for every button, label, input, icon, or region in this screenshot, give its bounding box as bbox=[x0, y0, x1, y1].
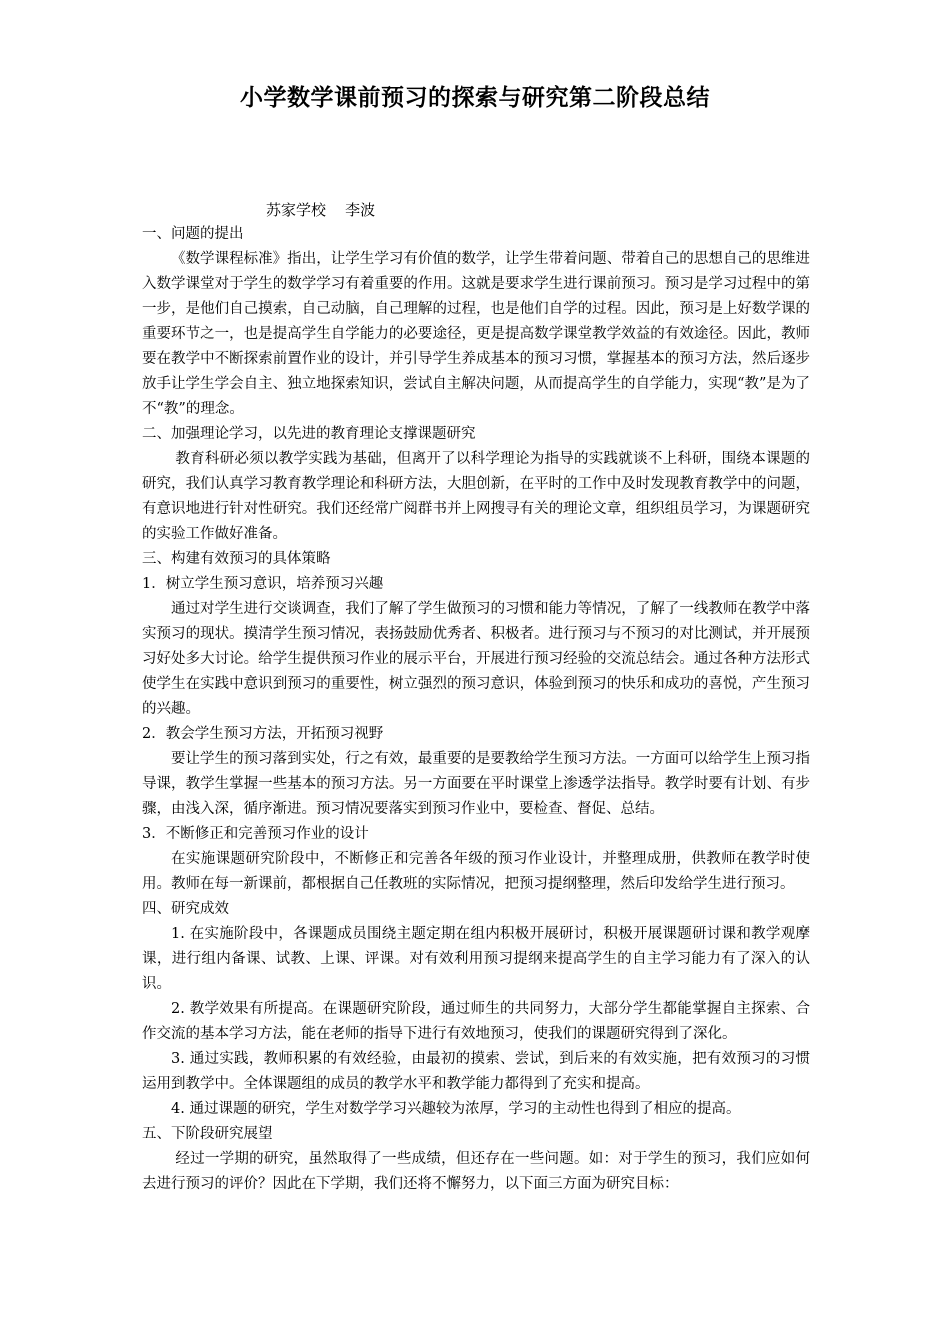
list-item: 1. 在实施阶段中，各课题成员围绕主题定期在组内积极开展研讨，积极开展课题研讨课和教学观摩课，进行组内备课、试教、上课、评课。对有效利用预习提纲来提高学生的自主学习能力有了深入的认识。 bbox=[142, 926, 810, 992]
author-line: 苏家学校 李波 bbox=[266, 201, 376, 219]
paragraph: 《数学课程标准》指出，让学生学习有价值的数学，让学生带着问题、带着自己的思想自己的思维进入数学课堂对于学生的数学学习有着重要的作用。这就是要求学生进行课前预习。预习是学习过程中的第一步，是他们自己摸索，自己动脑，自己理解的过程，也是他们自学的过程。因此，预习是上好数学课的重要环节之一，也是提高学生自学能力的必要途径，更是提高数学课堂教学效益的有效途径。因此，教师要在教学中不断探索前置作业的设计，并引导学生养成基本的预习习惯，掌握基本的预习方法，然后逐步放手让学生学会自主、独立地探索知识，尝试自主解决问题，从而提高学生的自学能力，实现“教”是为了不“教”的理念。 bbox=[142, 251, 810, 417]
section-heading: 四、研究成效 bbox=[142, 901, 229, 917]
paragraph: 在实施课题研究阶段中，不断修正和完善各年级的预习作业设计，并整理成册，供教师在教学时使用。教师在每一新课前，都根据自己任教班的实际情况，把预习提纲整理，然后印发给学生进行预习。 bbox=[142, 851, 810, 892]
paragraph: 教育科研必须以教学实践为基础，但离开了以科学理论为指导的实践就谈不上科研，围绕本课题的研究，我们认真学习教育教学理论和科研方法，大胆创新，在平时的工作中及时发现教育教学中的问题，有意识地进行针对性研究。我们还经常广阅群书并上网搜寻有关的理论文章，组织组员学习，为课题研究的实验工作做好准备。 bbox=[142, 451, 810, 542]
document-title: 小学数学课前预习的探索与研究第二阶段总结 bbox=[240, 85, 710, 111]
section-heading: 一、问题的提出 bbox=[142, 226, 244, 242]
section-heading: 二、加强理论学习，以先进的教育理论支撑课题研究 bbox=[142, 426, 476, 442]
document-body bbox=[142, 222, 810, 1197]
subsection-heading: 2．教会学生预习方法，开拓预习视野 bbox=[142, 726, 384, 742]
list-item: 4. 通过课题的研究，学生对数学学习兴趣较为浓厚，学习的主动性也得到了相应的提高。 bbox=[171, 1101, 741, 1117]
subsection-heading: 1．树立学生预习意识，培养预习兴趣 bbox=[142, 576, 384, 592]
section-heading: 五、下阶段研究展望 bbox=[142, 1126, 273, 1142]
paragraph: 经过一学期的研究，虽然取得了一些成绩，但还存在一些问题。如：对于学生的预习，我们应如何去进行预习的评价？因此在下学期，我们还将不懈努力，以下面三方面为研究目标： bbox=[142, 1151, 810, 1192]
section-heading: 三、构建有效预习的具体策略 bbox=[142, 551, 331, 567]
list-item: 2. 教学效果有所提高。在课题研究阶段，通过师生的共同努力，大部分学生都能掌握自主探索、合作交流的基本学习方法，能在老师的指导下进行有效地预习，使我们的课题研究得到了深化。 bbox=[142, 1001, 810, 1042]
paragraph: 通过对学生进行交谈调查，我们了解了学生做预习的习惯和能力等情况，了解了一线教师在教学中落实预习的现状。摸清学生预习情况，表扬鼓励优秀者、积极者。进行预习与不预习的对比测试，并开展预习好处多大讨论。给学生提供预习作业的展示平台，开展进行预习经验的交流总结会。通过各种方法形式使学生在实践中意识到预习的重要性，树立强烈的预习意识，体验到预习的快乐和成功的喜悦，产生预习的兴趣。 bbox=[142, 601, 810, 717]
subsection-heading: 3．不断修正和完善预习作业的设计 bbox=[142, 826, 369, 842]
list-item: 3. 通过实践，教师积累的有效经验，由最初的摸索、尝试，到后来的有效实施，把有效预习的习惯运用到教学中。全体课题组的成员的教学水平和教学能力都得到了充实和提高。 bbox=[142, 1051, 810, 1092]
paragraph: 要让学生的预习落到实处，行之有效，最重要的是要教给学生预习方法。一方面可以给学生上预习指导课，教学生掌握一些基本的预习方法。另一方面要在平时课堂上渗透学法指导。教学时要有计划、有步骤，由浅入深，循序渐进。预习情况要落实到预习作业中，要检查、督促、总结。 bbox=[142, 751, 810, 817]
